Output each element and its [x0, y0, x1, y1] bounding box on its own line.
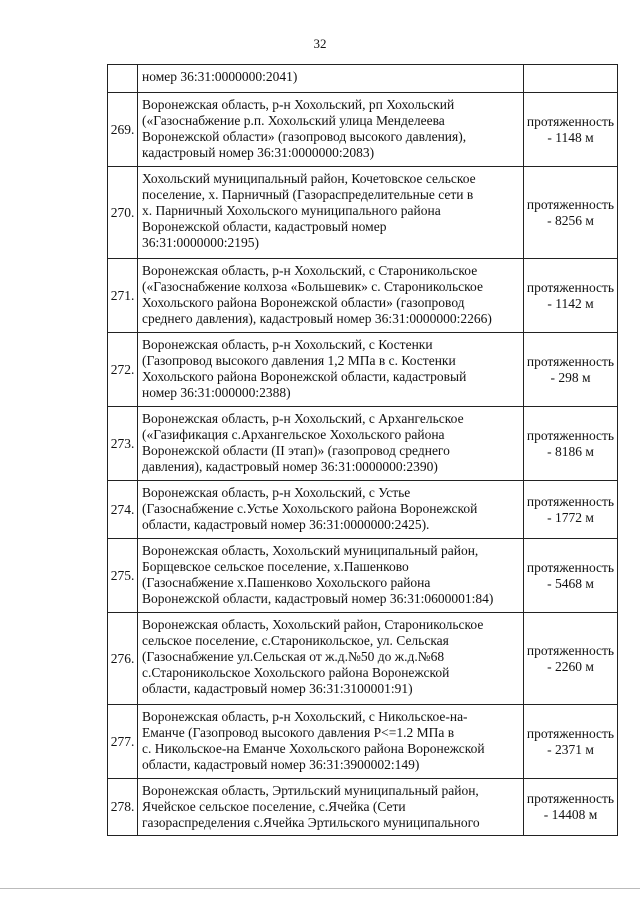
- object-length: [524, 93, 618, 167]
- description-line: Воронежская область, р-н Хохольский, рп Хохольский: [142, 97, 455, 112]
- row-number: 278.: [108, 779, 138, 836]
- object-description: [138, 613, 524, 705]
- description-line: (Газоснабжение ул.Сельская от ж.д.№50 до ж.д.№68: [142, 649, 445, 664]
- description-line: области, кадастровый номер 36:31:3100001:91): [142, 681, 413, 696]
- description-line: сельское поселение, с.Староникольское, ул. Сельская: [142, 633, 449, 648]
- description-line: давления), кадастровый номер 36:31:0000000:2390): [142, 459, 438, 474]
- length-label: протяженность: [526, 642, 615, 658]
- table-row: [108, 539, 618, 613]
- description-line: Хохольский муниципальный район, Кочетовское сельское: [142, 171, 476, 186]
- table-row: [108, 259, 618, 333]
- object-length: [524, 65, 618, 93]
- description-line: Воронежской области, кадастровый номер 36:31:0600001:84): [142, 591, 494, 606]
- length-label: протяженность: [526, 196, 615, 212]
- table-row: [108, 407, 618, 481]
- object-description: [138, 167, 524, 259]
- description-line: кадастровый номер 36:31:0000000:2083): [142, 145, 375, 160]
- row-number: 276.: [108, 613, 138, 705]
- description-line: («Газоснабжение р.п. Хохольский улица Менделеева: [142, 113, 445, 128]
- table-row: [108, 333, 618, 407]
- description-line: Воронежской области (II этап)» (газопровод среднего: [142, 443, 450, 458]
- object-length: [524, 705, 618, 779]
- length-value: - 8256 м: [547, 212, 594, 228]
- row-number: 274.: [108, 481, 138, 539]
- row-number: 269.: [108, 93, 138, 167]
- description-line: области, кадастровый номер 36:31:3900002:149): [142, 757, 420, 772]
- description-line: (Газоснабжение х.Пашенково Хохольского района: [142, 575, 431, 590]
- length-label: протяженность: [526, 559, 615, 575]
- object-description: [138, 93, 524, 167]
- table-row: [108, 93, 618, 167]
- object-description: [138, 481, 524, 539]
- table-row: [108, 779, 618, 836]
- length-label: протяженность: [526, 113, 615, 129]
- length-value: - 298 м: [550, 369, 591, 385]
- table-row: [108, 167, 618, 259]
- object-length: [524, 407, 618, 481]
- description-line: (Газоснабжение с.Устье Хохольского района Воронежской: [142, 501, 478, 516]
- description-line: с.Староникольское Хохольского района Воронежской: [142, 665, 450, 680]
- length-label: протяженность: [526, 353, 615, 369]
- row-number: 270.: [108, 167, 138, 259]
- description-line: Еманче (Газопровод высокого давления Р<=1.2 МПа в: [142, 725, 455, 740]
- description-line: Воронежская область, Хохольский район, Староникольское: [142, 617, 484, 632]
- length-value: - 1142 м: [547, 295, 594, 311]
- description-line: газораспределения с.Ячейка Эртильского муниципального: [142, 815, 480, 830]
- length-label: протяженность: [526, 725, 615, 741]
- object-description: [138, 259, 524, 333]
- row-number: 271.: [108, 259, 138, 333]
- description-line: («Газоснабжение колхоза «Большевик» с. Староникольское: [142, 279, 483, 294]
- description-line: Хохольского района Воронежской области, кадастровый: [142, 369, 467, 384]
- length-value: - 2260 м: [547, 658, 594, 674]
- description-line: области, кадастровый номер 36:31:0000000:2425).: [142, 517, 430, 532]
- length-value: - 1772 м: [547, 509, 594, 525]
- description-line: («Газификация с.Архангельское Хохольского района: [142, 427, 445, 442]
- description-line: Воронежская область, р-н Хохольский, с Никольское-на-: [142, 709, 468, 724]
- description-line: Воронежской области» (газопровод высокого давления),: [142, 129, 467, 144]
- length-value: - 5468 м: [547, 575, 594, 591]
- row-number: 273.: [108, 407, 138, 481]
- description-line: Воронежская область, р-н Хохольский, с Устье: [142, 485, 411, 500]
- gas-pipeline-registry-table: [107, 64, 618, 836]
- length-label: протяженность: [526, 493, 615, 509]
- table-row: [108, 705, 618, 779]
- description-line: х. Парничный Хохольского муниципального района: [142, 203, 441, 218]
- page-number: 32: [313, 36, 327, 51]
- description-line: Хохольского района Воронежской области» (газопровод: [142, 295, 465, 310]
- object-length: [524, 481, 618, 539]
- description-line: Воронежской области, кадастровый номер: [142, 219, 387, 234]
- description-line: среднего давления), кадастровый номер 36:31:0000000:2266): [142, 311, 492, 326]
- description-line: Воронежская область, р-н Хохольский, с Староникольское: [142, 263, 478, 278]
- length-label: протяженность: [526, 427, 615, 443]
- description-line: Воронежская область, Хохольский муниципальный район,: [142, 543, 479, 558]
- length-value: - 8186 м: [547, 443, 594, 459]
- row-number: 272.: [108, 333, 138, 407]
- object-description: [138, 539, 524, 613]
- object-length: [524, 333, 618, 407]
- description-line: Воронежская область, р-н Хохольский, с Костенки: [142, 337, 433, 352]
- object-length: [524, 613, 618, 705]
- length-value: - 1148 м: [547, 129, 594, 145]
- row-number: 277.: [108, 705, 138, 779]
- description-line: с. Никольское-на Еманче Хохольского района Воронежской: [142, 741, 485, 756]
- object-description: [138, 705, 524, 779]
- object-description: [138, 65, 524, 93]
- description-line: Ячейское сельское поселение, с.Ячейка (Сети: [142, 799, 406, 814]
- object-description: [138, 779, 524, 836]
- description-line: Воронежская область, р-н Хохольский, с Архангельское: [142, 411, 464, 426]
- description-line: (Газопровод высокого давления 1,2 МПа в с. Костенки: [142, 353, 456, 368]
- row-number: 275.: [108, 539, 138, 613]
- description-line: поселение, х. Парничный (Газораспределительные сети в: [142, 187, 474, 202]
- description-line: номер 36:31:0000000:2041): [142, 69, 298, 84]
- object-description: [138, 407, 524, 481]
- table-row: [108, 481, 618, 539]
- length-value: - 2371 м: [547, 741, 594, 757]
- object-length: [524, 539, 618, 613]
- description-line: номер 36:31:000000:2388): [142, 385, 291, 400]
- page-bottom-rule: [0, 888, 640, 889]
- table-row: [108, 65, 618, 93]
- description-line: 36:31:0000000:2195): [142, 235, 259, 250]
- table-row: [108, 613, 618, 705]
- description-line: Воронежская область, Эртильский муниципальный район,: [142, 783, 479, 798]
- row-number: [108, 65, 138, 93]
- object-length: [524, 779, 618, 836]
- length-label: протяженность: [526, 791, 615, 806]
- length-label: протяженность: [526, 279, 615, 295]
- length-value: - 14408 м: [543, 807, 598, 822]
- object-length: [524, 167, 618, 259]
- description-line: Борщевское сельское поселение, х.Пашенково: [142, 559, 409, 574]
- object-description: [138, 333, 524, 407]
- object-length: [524, 259, 618, 333]
